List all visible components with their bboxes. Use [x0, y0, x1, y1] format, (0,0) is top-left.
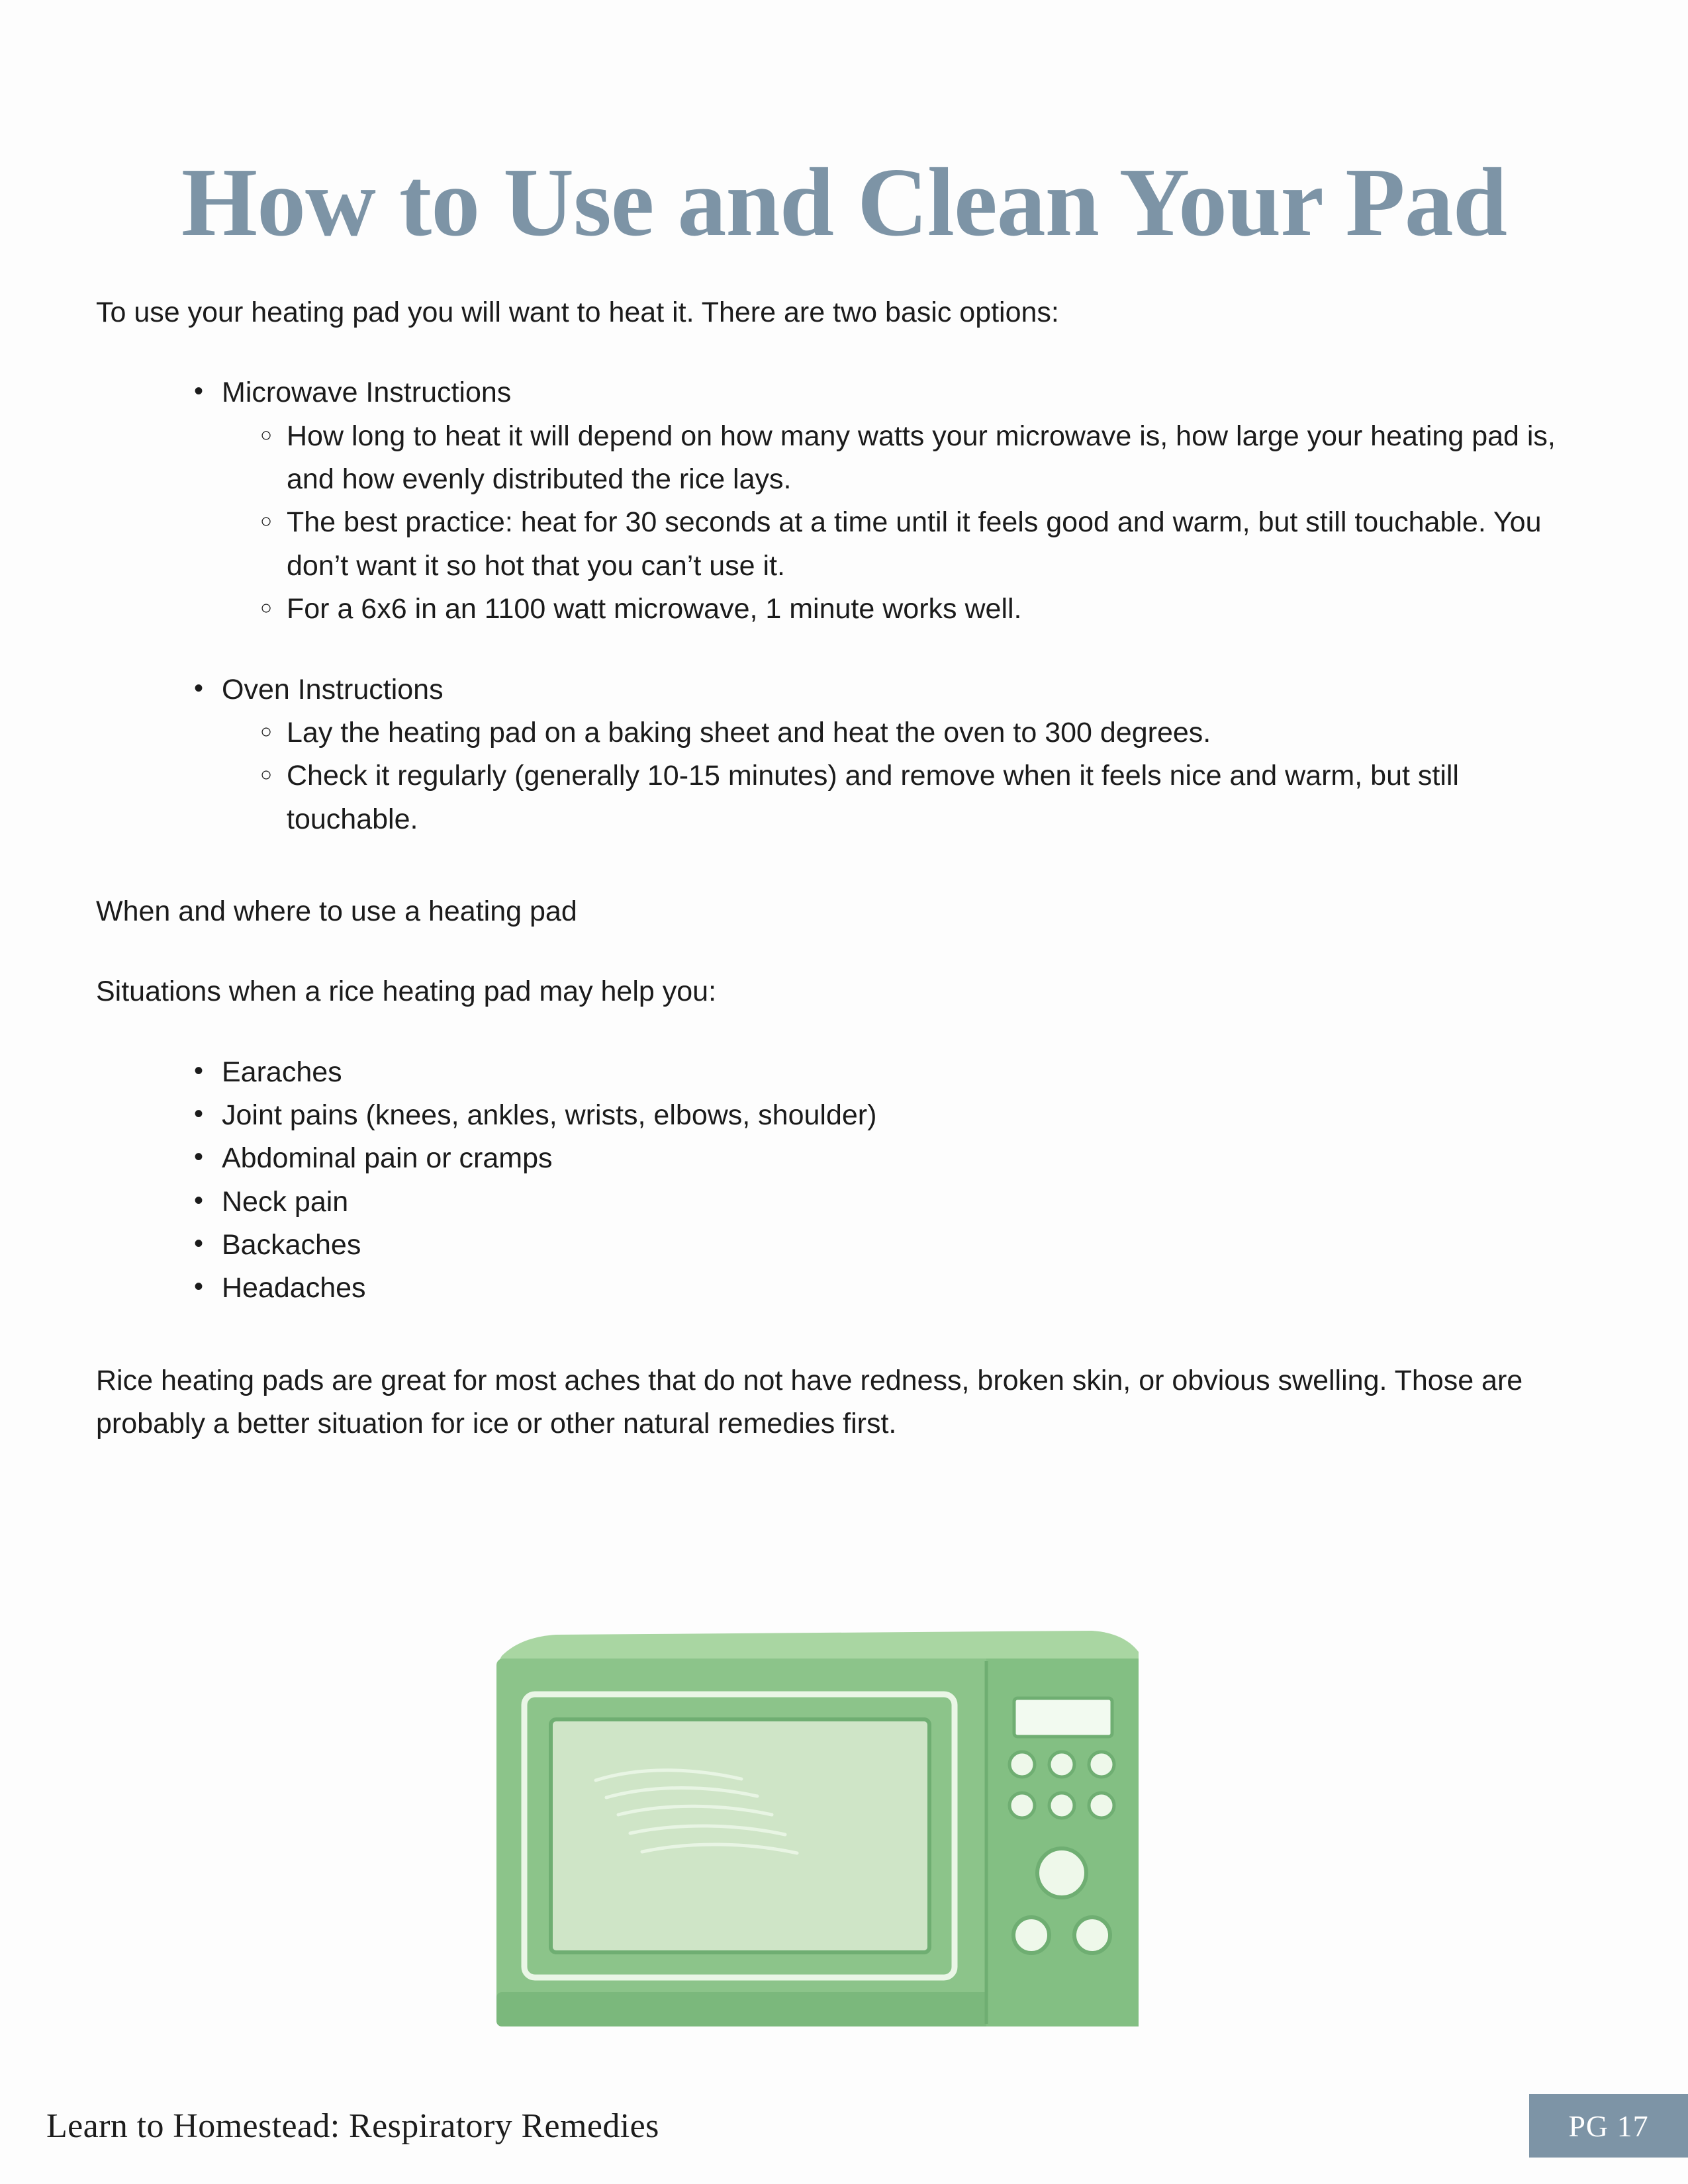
list-item [194, 1051, 1592, 1094]
oven-sublist [222, 711, 1592, 841]
sub-bullet-icon: ○ [260, 510, 273, 533]
list-item [194, 1267, 1592, 1310]
list-item [260, 711, 1592, 754]
list-item [194, 1224, 1592, 1267]
bullet-icon: • [194, 673, 204, 703]
microwave-item-3: For a 6x6 in an 1100 watt microwave, 1 minute works well. [287, 593, 1022, 625]
intro-paragraph: To use your heating pad you will want to heat it. There are two basic options: [96, 296, 1059, 328]
sub-bullet-icon: ○ [260, 597, 273, 619]
list-item [260, 415, 1592, 502]
bullet-icon: • [194, 1185, 204, 1215]
bullet-icon: • [194, 1229, 204, 1259]
page-number-badge: PG 17 [1529, 2094, 1688, 2158]
when-where-line: When and where to use a heating pad [96, 895, 577, 927]
list-item [260, 501, 1592, 588]
sub-bullet-icon: ○ [260, 424, 273, 446]
situations-list [96, 1051, 1592, 1310]
situation-1: Earaches [222, 1056, 342, 1088]
bullet-icon: • [194, 377, 204, 406]
microwave-item-2: The best practice: heat for 30 seconds at a time until it feels good and warm, but still touchable. You don’t want it so hot that you can’t use it. [287, 506, 1542, 582]
situation-3: Abdominal pain or cramps [222, 1142, 553, 1175]
list-item [194, 1137, 1592, 1180]
situation-2: Joint pains (knees, ankles, wrists, elbows, shoulder) [222, 1099, 877, 1132]
situations-lead: Situations when a rice heating pad may help you: [96, 976, 717, 1008]
section-heading-microwave: Microwave Instructions [222, 377, 512, 409]
situation-4: Neck pain [222, 1185, 349, 1218]
microwave-item-1: How long to heat it will depend on how many watts your microwave is, how large your heating pad is, and how evenly distributed the rice lays. [287, 420, 1556, 496]
sub-bullet-icon: ○ [260, 720, 273, 743]
list-item [194, 1094, 1592, 1137]
list-item [194, 1181, 1592, 1224]
oven-item-1: Lay the heating pad on a baking sheet and heat the oven to 300 degrees. [287, 716, 1211, 749]
microwave-illustration [477, 1615, 1178, 2052]
bullet-icon: • [194, 1056, 204, 1085]
list-item [260, 754, 1592, 841]
list-item [194, 371, 1592, 631]
list-item [260, 588, 1592, 631]
bullet-icon: • [194, 1099, 204, 1129]
bullet-icon: • [194, 1272, 204, 1302]
page-title: How to Use and Clean Your Pad [181, 148, 1507, 257]
microwave-section [96, 371, 1592, 631]
bullet-icon: • [194, 1142, 204, 1172]
microwave-sublist [222, 415, 1592, 631]
situation-6: Headaches [222, 1272, 366, 1304]
list-item [194, 668, 1592, 841]
sub-bullet-icon: ○ [260, 764, 273, 786]
footer-book-title: Learn to Homestead: Respiratory Remedies [46, 2107, 659, 2145]
document-body [96, 291, 1592, 1446]
section-heading-oven: Oven Instructions [222, 673, 444, 705]
situation-5: Backaches [222, 1229, 361, 1261]
closing-paragraph: Rice heating pads are great for most aches that do not have redness, broken skin, or obvious swelling. Those are probably a better situation for ice or other natural remedies first. [96, 1364, 1523, 1440]
oven-item-2: Check it regularly (generally 10-15 minutes) and remove when it feels nice and warm, but still touchable. [287, 760, 1459, 835]
oven-section [96, 668, 1592, 841]
